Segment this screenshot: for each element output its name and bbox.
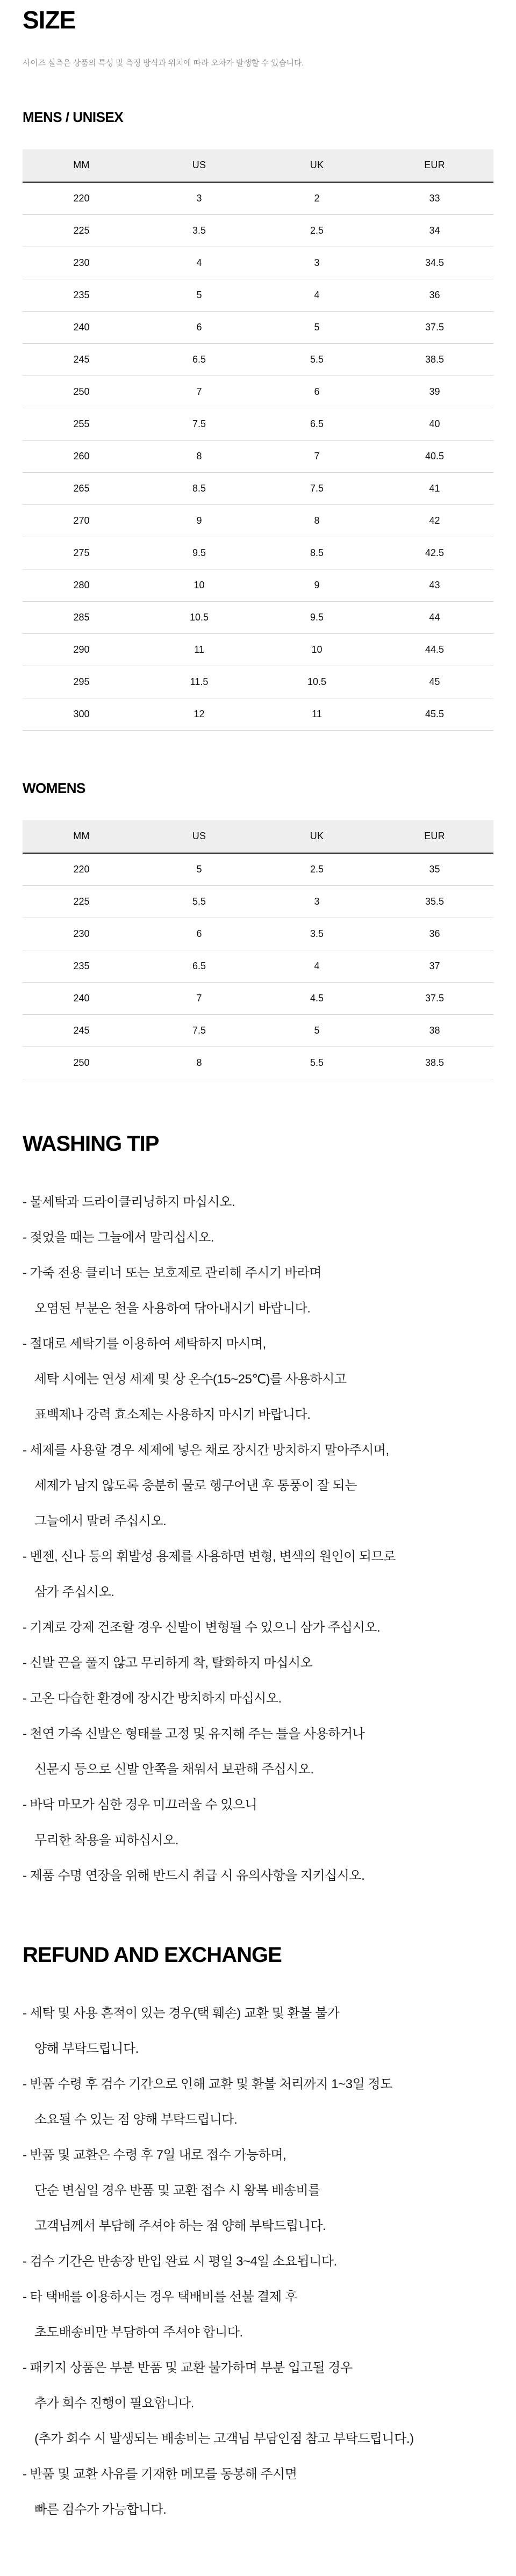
table-header-row xyxy=(23,820,493,853)
table-cell: 235 xyxy=(23,950,140,982)
table-cell: 2.5 xyxy=(258,214,376,247)
mens-unisex-heading: MENS / UNISEX xyxy=(23,109,124,125)
table-cell: 220 xyxy=(23,182,140,215)
table-cell: 10 xyxy=(258,633,376,666)
table-row xyxy=(23,1014,493,1047)
table-cell: 8 xyxy=(140,1047,258,1079)
table-cell: 9 xyxy=(140,504,258,537)
table-cell: 2 xyxy=(258,182,376,215)
table-row xyxy=(23,504,493,537)
list-item: - 반품 수령 후 검수 기간으로 인해 교환 및 환불 처리까지 1~3일 정도 xyxy=(23,2076,392,2091)
list-item: - 바닥 마모가 심한 경우 미끄러울 수 있으니 xyxy=(23,1797,257,1812)
table-cell: 42 xyxy=(376,504,493,537)
table-cell: 275 xyxy=(23,537,140,569)
table-row xyxy=(23,950,493,982)
table-cell: 9.5 xyxy=(258,601,376,633)
table-cell: 11 xyxy=(140,633,258,666)
table-cell: 45 xyxy=(376,666,493,698)
table-cell: 7 xyxy=(258,440,376,472)
list-item: - 기계로 강제 건조할 경우 신발이 변형될 수 있으니 삼가 주십시오. xyxy=(23,1620,381,1635)
table-cell: 245 xyxy=(23,343,140,376)
table-cell: 43 xyxy=(376,569,493,601)
table-cell: 39 xyxy=(376,376,493,408)
table-cell: 10.5 xyxy=(140,601,258,633)
list-item: - 검수 기간은 반송장 반입 완료 시 평일 3~4일 소요됩니다. xyxy=(23,2254,337,2269)
table-cell: 230 xyxy=(23,247,140,279)
list-item: - 벤젠, 신나 등의 휘발성 용제를 사용하면 변형, 변색의 원인이 되므로 xyxy=(23,1549,396,1564)
table-cell: 5.5 xyxy=(140,885,258,918)
list-item: 초도배송비만 부담하여 주셔야 합니다. xyxy=(34,2325,243,2340)
table-row xyxy=(23,982,493,1014)
table-row xyxy=(23,885,493,918)
table-row xyxy=(23,1047,493,1079)
table-row xyxy=(23,666,493,698)
table-cell: 8 xyxy=(258,504,376,537)
list-item: - 가죽 전용 클리너 또는 보호제로 관리해 주시기 바라며 xyxy=(23,1265,321,1280)
table-cell: 6.5 xyxy=(258,408,376,440)
table-cell: 6 xyxy=(140,311,258,343)
table-cell: 7 xyxy=(140,376,258,408)
table-cell: 40.5 xyxy=(376,440,493,472)
table-cell: 5.5 xyxy=(258,343,376,376)
table-cell: 4 xyxy=(140,247,258,279)
table-cell: 38.5 xyxy=(376,343,493,376)
table-cell: 230 xyxy=(23,918,140,950)
washing-tip-list xyxy=(23,1185,493,1894)
table-cell: 10.5 xyxy=(258,666,376,698)
list-item: - 제품 수명 연장을 위해 반드시 취급 시 유의사항을 지키십시오. xyxy=(23,1868,365,1883)
list-item: - 절대로 세탁기를 이용하여 세탁하지 마시며, xyxy=(23,1336,266,1351)
list-item: 오염된 부분은 천을 사용하여 닦아내시기 바랍니다. xyxy=(34,1301,311,1316)
table-cell: 8 xyxy=(140,440,258,472)
list-item: 삼가 주십시오. xyxy=(34,1584,114,1599)
table-cell: 6.5 xyxy=(140,343,258,376)
table-header-row xyxy=(23,149,493,182)
table-cell: 36 xyxy=(376,918,493,950)
list-item: 추가 회수 진행이 필요합니다. xyxy=(34,2395,194,2411)
table-cell: 7.5 xyxy=(140,408,258,440)
list-item: 고객님께서 부담해 주셔야 하는 점 양해 부탁드립니다. xyxy=(34,2218,326,2233)
table-cell: 45.5 xyxy=(376,698,493,730)
table-cell: 2.5 xyxy=(258,853,376,886)
list-item: 세탁 시에는 연성 세제 및 상 온수(15~25℃)를 사용하시고 xyxy=(34,1372,347,1387)
table-row xyxy=(23,472,493,504)
table-cell: 41 xyxy=(376,472,493,504)
table-row xyxy=(23,918,493,950)
table-cell: 11.5 xyxy=(140,666,258,698)
page-title: SIZE xyxy=(23,6,76,34)
table-cell: 33 xyxy=(376,182,493,215)
table-cell: 295 xyxy=(23,666,140,698)
table-cell: 6.5 xyxy=(140,950,258,982)
table-cell: 3.5 xyxy=(140,214,258,247)
table-row xyxy=(23,633,493,666)
table-cell: 11 xyxy=(258,698,376,730)
table-cell: 42.5 xyxy=(376,537,493,569)
table-cell: 34.5 xyxy=(376,247,493,279)
table-cell: 240 xyxy=(23,311,140,343)
table-cell: 280 xyxy=(23,569,140,601)
table-cell: 7.5 xyxy=(140,1014,258,1047)
table-cell: 9 xyxy=(258,569,376,601)
table-cell: 8.5 xyxy=(258,537,376,569)
table-cell: 220 xyxy=(23,853,140,886)
table-cell: 35 xyxy=(376,853,493,886)
list-item: 신문지 등으로 신발 안쪽을 채워서 보관해 주십시오. xyxy=(34,1762,314,1777)
table-cell: 37 xyxy=(376,950,493,982)
column-header-uk: UK xyxy=(258,820,376,853)
list-item: 무리한 착용을 피하십시오. xyxy=(34,1832,179,1848)
size-disclaimer: 사이즈 실측은 상품의 특성 및 측정 방식과 위치에 따라 오차가 발생할 수 있습니다. xyxy=(23,58,304,68)
column-header-mm: MM xyxy=(23,820,140,853)
table-cell: 7 xyxy=(140,982,258,1014)
womens-heading: WOMENS xyxy=(23,780,85,796)
table-row xyxy=(23,279,493,311)
table-cell: 260 xyxy=(23,440,140,472)
table-cell: 300 xyxy=(23,698,140,730)
table-cell: 7.5 xyxy=(258,472,376,504)
list-item: - 세탁 및 사용 흔적이 있는 경우(택 훼손) 교환 및 환불 불가 xyxy=(23,2005,340,2021)
list-item: 양해 부탁드립니다. xyxy=(34,2041,139,2056)
table-cell: 3 xyxy=(140,182,258,215)
table-cell: 36 xyxy=(376,279,493,311)
table-cell: 3 xyxy=(258,885,376,918)
list-item: - 천연 가죽 신발은 형태를 고정 및 유지해 주는 틀을 사용하거나 xyxy=(23,1726,365,1741)
table-cell: 5 xyxy=(140,279,258,311)
list-item: - 반품 및 교환은 수령 후 7일 내로 접수 가능하며, xyxy=(23,2147,286,2162)
table-cell: 225 xyxy=(23,214,140,247)
table-cell: 270 xyxy=(23,504,140,537)
table-cell: 44.5 xyxy=(376,633,493,666)
table-cell: 35.5 xyxy=(376,885,493,918)
table-cell: 5 xyxy=(258,1014,376,1047)
table-row xyxy=(23,343,493,376)
refund-exchange-title: REFUND AND EXCHANGE xyxy=(23,1943,282,1967)
table-row xyxy=(23,569,493,601)
table-cell: 225 xyxy=(23,885,140,918)
table-cell: 5 xyxy=(140,853,258,886)
table-cell: 40 xyxy=(376,408,493,440)
list-item: (추가 회수 시 발생되는 배송비는 고객님 부담인점 참고 부탁드립니다.) xyxy=(34,2431,414,2446)
table-cell: 38.5 xyxy=(376,1047,493,1079)
list-item: - 물세탁과 드라이클리닝하지 마십시오. xyxy=(23,1194,235,1209)
list-item: 표백제나 강력 효소제는 사용하지 마시기 바랍니다. xyxy=(34,1407,311,1422)
table-cell: 255 xyxy=(23,408,140,440)
table-cell: 4 xyxy=(258,950,376,982)
list-item: 소요될 수 있는 점 양해 부탁드립니다. xyxy=(34,2112,238,2127)
table-cell: 37.5 xyxy=(376,311,493,343)
mens-size-table xyxy=(23,149,493,731)
table-cell: 37.5 xyxy=(376,982,493,1014)
column-header-us: US xyxy=(140,820,258,853)
table-cell: 240 xyxy=(23,982,140,1014)
table-cell: 290 xyxy=(23,633,140,666)
list-item: - 반품 및 교환 사유를 기재한 메모를 동봉해 주시면 xyxy=(23,2466,297,2481)
column-header-us: US xyxy=(140,149,258,182)
womens-size-table xyxy=(23,820,493,1079)
table-row xyxy=(23,698,493,730)
list-item: - 고온 다습한 환경에 장시간 방치하지 마십시오. xyxy=(23,1691,282,1706)
table-row xyxy=(23,408,493,440)
table-cell: 3.5 xyxy=(258,918,376,950)
table-cell: 250 xyxy=(23,376,140,408)
table-cell: 12 xyxy=(140,698,258,730)
column-header-eur: EUR xyxy=(376,149,493,182)
list-item: 빠른 검수가 가능합니다. xyxy=(34,2502,167,2517)
table-cell: 235 xyxy=(23,279,140,311)
table-cell: 10 xyxy=(140,569,258,601)
list-item: - 타 택배를 이용하시는 경우 택배비를 선불 결제 후 xyxy=(23,2289,297,2304)
list-item: 세제가 남지 않도록 충분히 물로 헹구어낸 후 통풍이 잘 되는 xyxy=(34,1478,357,1493)
column-header-eur: EUR xyxy=(376,820,493,853)
table-cell: 285 xyxy=(23,601,140,633)
table-cell: 4.5 xyxy=(258,982,376,1014)
list-item: - 젖었을 때는 그늘에서 말리십시오. xyxy=(23,1230,214,1245)
table-cell: 265 xyxy=(23,472,140,504)
washing-tip-title: WASHING TIP xyxy=(23,1131,159,1156)
table-cell: 250 xyxy=(23,1047,140,1079)
column-header-uk: UK xyxy=(258,149,376,182)
table-cell: 8.5 xyxy=(140,472,258,504)
table-cell: 44 xyxy=(376,601,493,633)
table-row xyxy=(23,247,493,279)
table-cell: 245 xyxy=(23,1014,140,1047)
table-cell: 5.5 xyxy=(258,1047,376,1079)
table-cell: 3 xyxy=(258,247,376,279)
table-cell: 6 xyxy=(258,376,376,408)
table-row xyxy=(23,311,493,343)
table-cell: 34 xyxy=(376,214,493,247)
table-row xyxy=(23,376,493,408)
table-cell: 5 xyxy=(258,311,376,343)
table-cell: 9.5 xyxy=(140,537,258,569)
table-cell: 6 xyxy=(140,918,258,950)
column-header-mm: MM xyxy=(23,149,140,182)
list-item: - 신발 끈을 풀지 않고 무리하게 착, 탈화하지 마십시오 xyxy=(23,1655,313,1670)
table-row xyxy=(23,182,493,215)
list-item: 그늘에서 말려 주십시오. xyxy=(34,1513,167,1528)
list-item: - 패키지 상품은 부분 반품 및 교환 불가하며 부분 입고될 경우 xyxy=(23,2360,353,2375)
table-row xyxy=(23,601,493,633)
table-row xyxy=(23,440,493,472)
table-cell: 4 xyxy=(258,279,376,311)
table-row xyxy=(23,214,493,247)
list-item: 단순 변심일 경우 반품 및 교환 접수 시 왕복 배송비를 xyxy=(34,2183,320,2198)
table-row xyxy=(23,853,493,886)
table-cell: 38 xyxy=(376,1014,493,1047)
table-row xyxy=(23,537,493,569)
list-item: - 세제를 사용할 경우 세제에 넣은 채로 장시간 방치하지 말아주시며, xyxy=(23,1442,389,1457)
refund-exchange-list xyxy=(23,1996,493,2528)
